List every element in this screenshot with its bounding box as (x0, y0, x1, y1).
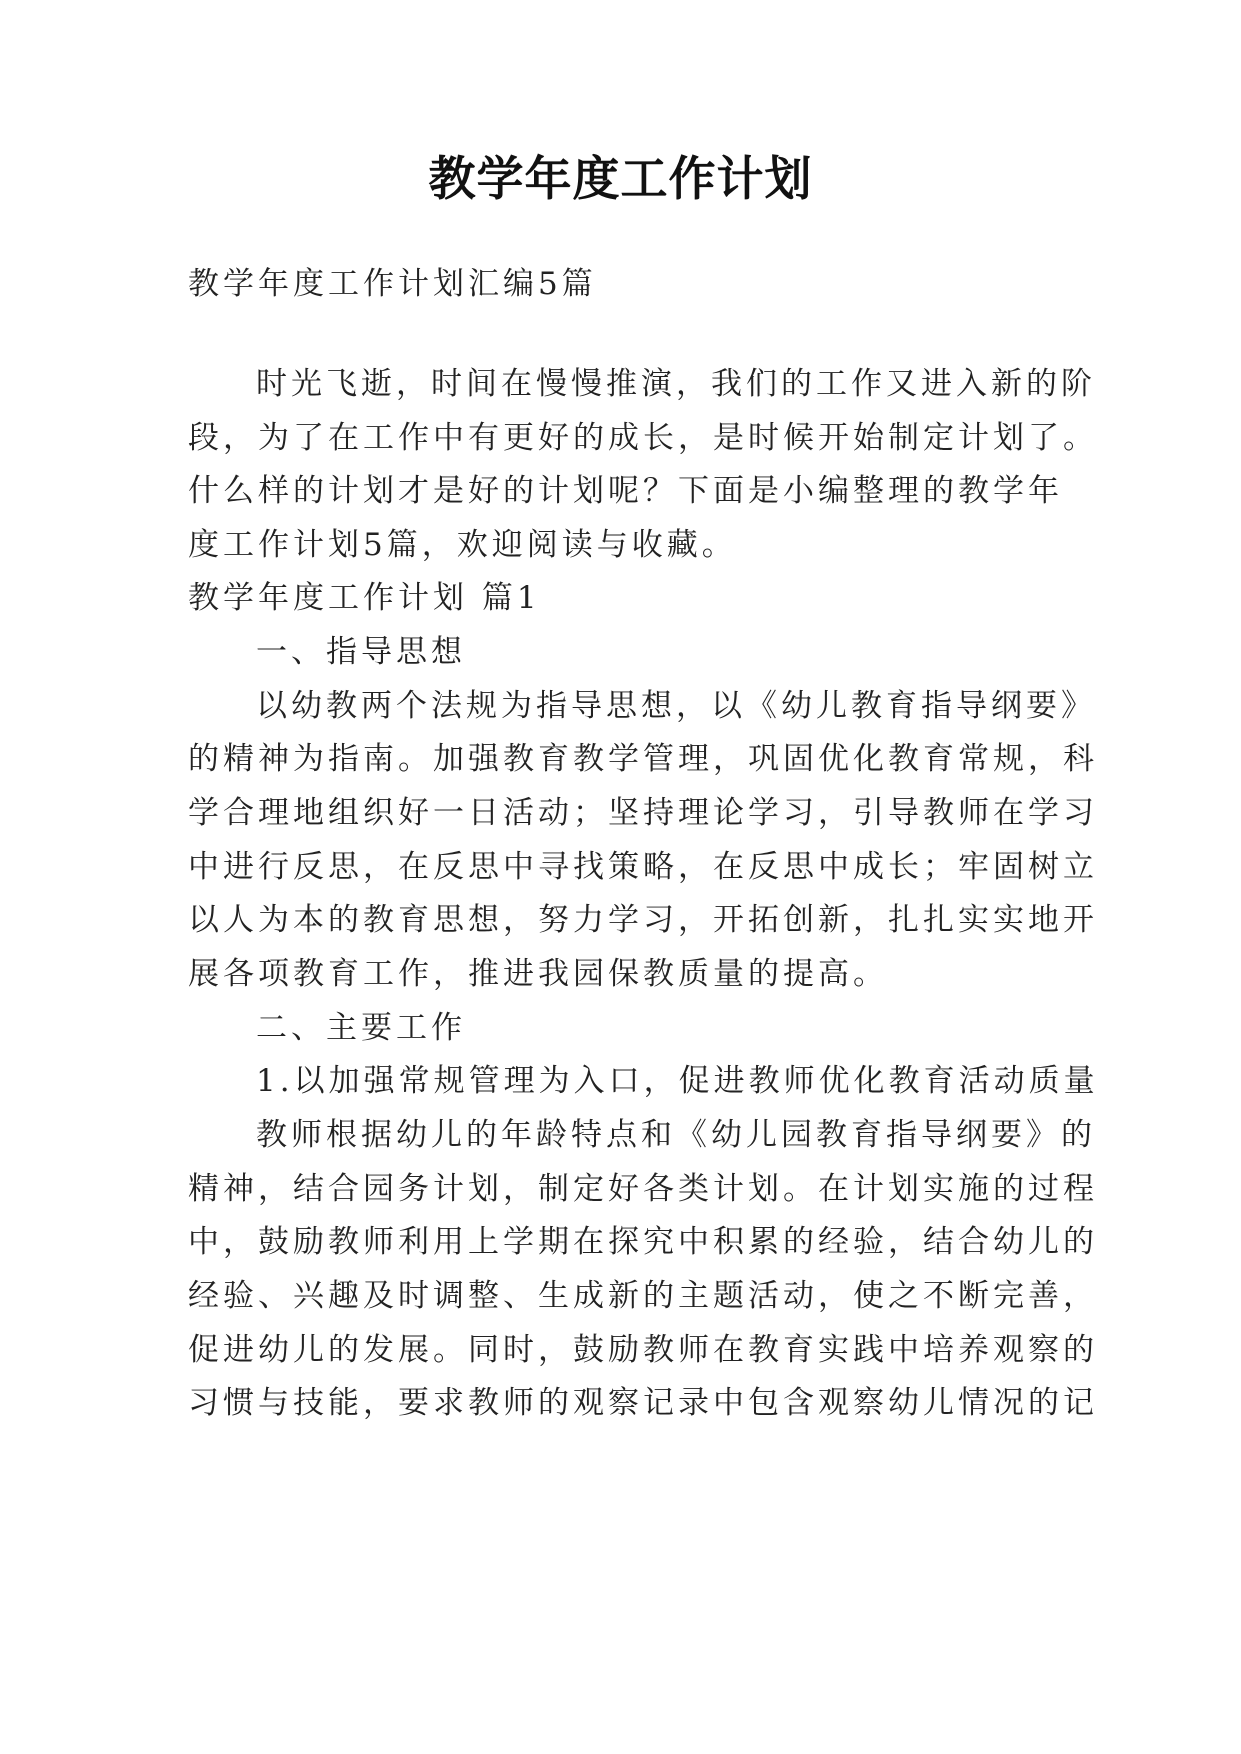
paragraph-line: 段，为了在工作中有更好的成长，是时候开始制定计划了。 (188, 420, 1098, 456)
paragraph-line: 什么样的计划才是好的计划呢？下面是小编整理的教学年 (188, 473, 1063, 509)
subsection-heading: 一、指导思想 (256, 634, 466, 670)
paragraph-line: 以幼教两个法规为指导思想，以《幼儿教育指导纲要》 (256, 688, 1096, 724)
subsection-heading: 二、主要工作 (256, 1010, 466, 1046)
paragraph-line: 经验、兴趣及时调整、生成新的主题活动，使之不断完善， (188, 1278, 1098, 1314)
paragraph-line: 以人为本的教育思想，努力学习，开拓创新，扎扎实实地开 (188, 902, 1098, 938)
subsection-heading: 1.以加强常规管理为入口，促进教师优化教育活动质量 (256, 1063, 1099, 1099)
document-title: 教学年度工作计划 (428, 152, 813, 207)
section-heading: 教学年度工作计划 篇1 (188, 580, 541, 616)
paragraph-line: 度工作计划5篇，欢迎阅读与收藏。 (188, 527, 737, 563)
paragraph-line: 学合理地组织好一日活动；坚持理论学习，引导教师在学习 (188, 795, 1098, 831)
document-subtitle: 教学年度工作计划汇编5篇 (188, 266, 597, 302)
paragraph-line: 时光飞逝，时间在慢慢推演，我们的工作又进入新的阶 (256, 366, 1096, 402)
paragraph-line: 中，鼓励教师利用上学期在探究中积累的经验，结合幼儿的 (188, 1224, 1098, 1260)
paragraph-line: 的精神为指南。加强教育教学管理，巩固优化教育常规，科 (188, 741, 1098, 777)
paragraph-line: 展各项教育工作，推进我园保教质量的提高。 (188, 956, 888, 992)
paragraph-line: 习惯与技能，要求教师的观察记录中包含观察幼儿情况的记 (188, 1385, 1098, 1421)
paragraph-line: 促进幼儿的发展。同时，鼓励教师在教育实践中培养观察的 (188, 1332, 1098, 1368)
paragraph-line: 中进行反思，在反思中寻找策略，在反思中成长；牢固树立 (188, 849, 1098, 885)
paragraph-line: 教师根据幼儿的年龄特点和《幼儿园教育指导纲要》的 (256, 1117, 1096, 1153)
paragraph-line: 精神，结合园务计划，制定好各类计划。在计划实施的过程 (188, 1171, 1098, 1207)
